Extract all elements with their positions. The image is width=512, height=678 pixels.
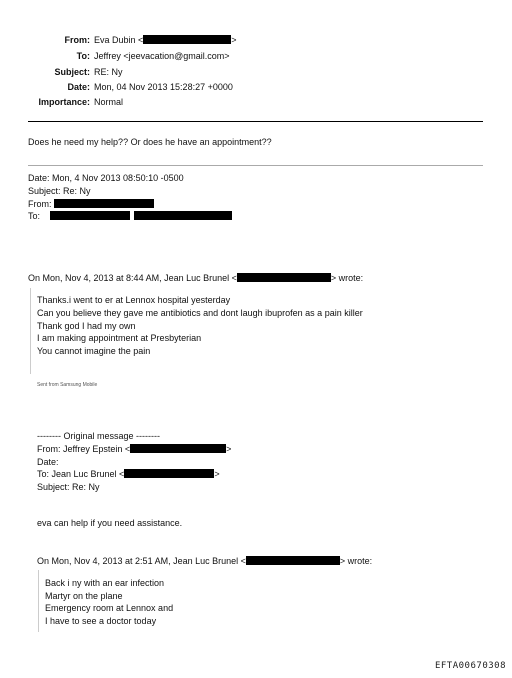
from-value [94,35,237,46]
redaction-bar [54,199,154,208]
subject-label: Subject: [54,67,90,77]
quote1-bar [30,288,31,374]
quote1-line: Can you believe they gave me antibiotics and dont laugh ibuprofen as a pain killer [37,308,363,318]
original-from-text: From: Jeffrey Epstein < [37,444,131,454]
quote1-line: You cannot imagine the pain [37,346,151,356]
quote2-intro-end: > wrote: [339,556,373,566]
fwd-from-label: From: [28,199,52,209]
original-to-tail: > [214,469,220,479]
importance-value: Normal [94,97,124,107]
importance-label: Importance: [38,97,90,107]
quote2-intro [37,556,372,567]
original-from [37,444,231,455]
redaction-bar [237,273,331,282]
quote2-bar [38,570,39,632]
quote2-line: I have to see a doctor today [45,616,157,626]
quote1-line: I am making appointment at Presbyterian [37,333,202,343]
original-separator: -------- Original message -------- [37,431,160,441]
quote1-intro-text: On Mon, Nov 4, 2013 at 8:44 AM, Jean Luc Brunel < [28,273,237,283]
date-label: Date: [67,82,90,92]
redaction-bar [134,211,232,220]
redaction-bar [130,444,226,453]
from-name: Eva Dubin < [94,35,144,45]
quote2-line: Martyr on the plane [45,591,123,601]
fwd-date: Date: Mon, 4 Nov 2013 08:50:10 -0500 [28,173,184,183]
original-to [37,469,220,480]
quote2-line: Emergency room at Lennox and [45,603,174,613]
quote2-line: Back i ny with an ear infection [45,578,165,588]
fwd-from [28,199,154,210]
from-label: From: [64,35,90,45]
to-value: Jeffrey <jeevacation@gmail.com> [94,51,230,61]
reply-body: Does he need my help?? Or does he have an appointment?? [28,137,272,147]
fwd-to-label: To: [28,211,41,221]
quote1-intro [28,273,363,284]
to-label: To: [76,51,90,61]
reply-divider [28,165,483,166]
quote1-intro-end: > wrote: [330,273,364,283]
quote2-intro-text: On Mon, Nov 4, 2013 at 2:51 AM, Jean Luc Brunel < [37,556,246,566]
quote1-line: Thanks.i went to er at Lennox hospital yesterday [37,295,231,305]
date-value: Mon, 04 Nov 2013 15:28:27 +0000 [94,82,233,92]
original-from-tail: > [226,444,232,454]
original-date: Date: [37,457,59,467]
redaction-bar [124,469,214,478]
fwd-to [28,211,232,222]
redaction-bar [246,556,340,565]
quote1-line: Thank god I had my own [37,321,136,331]
fwd-subject: Subject: Re: Ny [28,186,91,196]
original-to-text: To: Jean Luc Brunel < [37,469,125,479]
subject-value: RE: Ny [94,67,123,77]
document-id: EFTA00670308 [434,661,506,671]
redaction-bar [50,211,130,220]
redaction-bar [143,35,231,44]
original-body: eva can help if you need assistance. [37,518,183,528]
header-divider [28,121,483,122]
original-subject: Subject: Re: Ny [37,482,100,492]
from-tail: > [231,35,237,45]
mobile-signature: Sent from Samsung Mobile [37,382,98,388]
